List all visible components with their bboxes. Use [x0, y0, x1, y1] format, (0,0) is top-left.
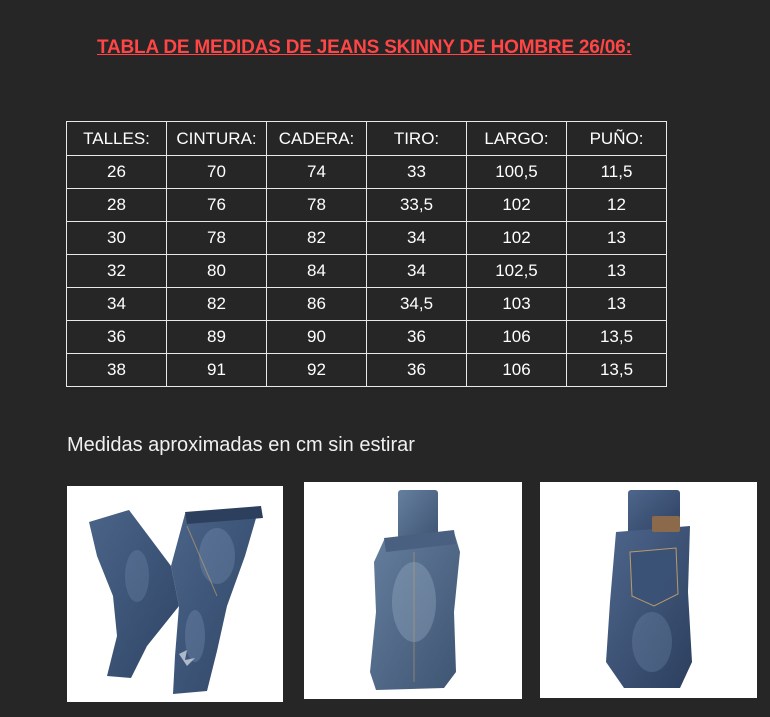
column-header: CADERA: — [267, 122, 367, 156]
measurement-note: Medidas aproximadas en cm sin estirar — [67, 434, 415, 456]
table-cell: 82 — [167, 288, 267, 321]
jeans-flat-front-photo — [67, 486, 283, 702]
table-cell: 91 — [167, 354, 267, 387]
jeans-folded-icon — [304, 482, 522, 699]
table-cell: 26 — [67, 156, 167, 189]
table-cell: 103 — [467, 288, 567, 321]
table-header-row — [67, 122, 667, 156]
table-row — [67, 222, 667, 255]
table-cell: 76 — [167, 189, 267, 222]
table-cell: 28 — [67, 189, 167, 222]
table-cell: 36 — [367, 321, 467, 354]
jeans-front-icon — [67, 486, 283, 702]
table-cell: 70 — [167, 156, 267, 189]
table-cell: 86 — [267, 288, 367, 321]
table-row — [67, 255, 667, 288]
jeans-back-icon — [540, 482, 757, 698]
table-row — [67, 288, 667, 321]
table-cell: 30 — [67, 222, 167, 255]
table-cell: 36 — [367, 354, 467, 387]
table-cell: 90 — [267, 321, 367, 354]
table-cell: 78 — [267, 189, 367, 222]
table-cell: 38 — [67, 354, 167, 387]
table-cell: 11,5 — [567, 156, 667, 189]
table-cell: 32 — [67, 255, 167, 288]
table-cell: 33 — [367, 156, 467, 189]
table-cell: 13 — [567, 288, 667, 321]
table-cell: 13 — [567, 255, 667, 288]
table-row — [67, 354, 667, 387]
table-cell: 13 — [567, 222, 667, 255]
table-cell: 89 — [167, 321, 267, 354]
table-cell: 78 — [167, 222, 267, 255]
column-header: PUÑO: — [567, 122, 667, 156]
table-cell: 80 — [167, 255, 267, 288]
table-row — [67, 156, 667, 189]
table-cell: 102 — [467, 222, 567, 255]
table-cell: 34 — [67, 288, 167, 321]
table-cell: 34,5 — [367, 288, 467, 321]
table-cell: 106 — [467, 321, 567, 354]
table-cell: 33,5 — [367, 189, 467, 222]
table-cell: 34 — [367, 222, 467, 255]
size-table — [66, 121, 667, 387]
table-cell: 100,5 — [467, 156, 567, 189]
table-cell: 74 — [267, 156, 367, 189]
jeans-folded-photo — [304, 482, 522, 699]
table-row — [67, 189, 667, 222]
table-cell: 102 — [467, 189, 567, 222]
table-cell: 84 — [267, 255, 367, 288]
table-row — [67, 321, 667, 354]
table-cell: 36 — [67, 321, 167, 354]
table-cell: 102,5 — [467, 255, 567, 288]
column-header: TALLES: — [67, 122, 167, 156]
table-cell: 92 — [267, 354, 367, 387]
table-body — [67, 156, 667, 387]
table-cell: 13,5 — [567, 354, 667, 387]
table-cell: 34 — [367, 255, 467, 288]
page-title: TABLA DE MEDIDAS DE JEANS SKINNY DE HOMBRE 26/06: — [97, 37, 632, 58]
column-header: LARGO: — [467, 122, 567, 156]
table-cell: 13,5 — [567, 321, 667, 354]
table-cell: 82 — [267, 222, 367, 255]
column-header: CINTURA: — [167, 122, 267, 156]
table-cell: 12 — [567, 189, 667, 222]
table-cell: 106 — [467, 354, 567, 387]
jeans-back-photo — [540, 482, 757, 698]
column-header: TIRO: — [367, 122, 467, 156]
